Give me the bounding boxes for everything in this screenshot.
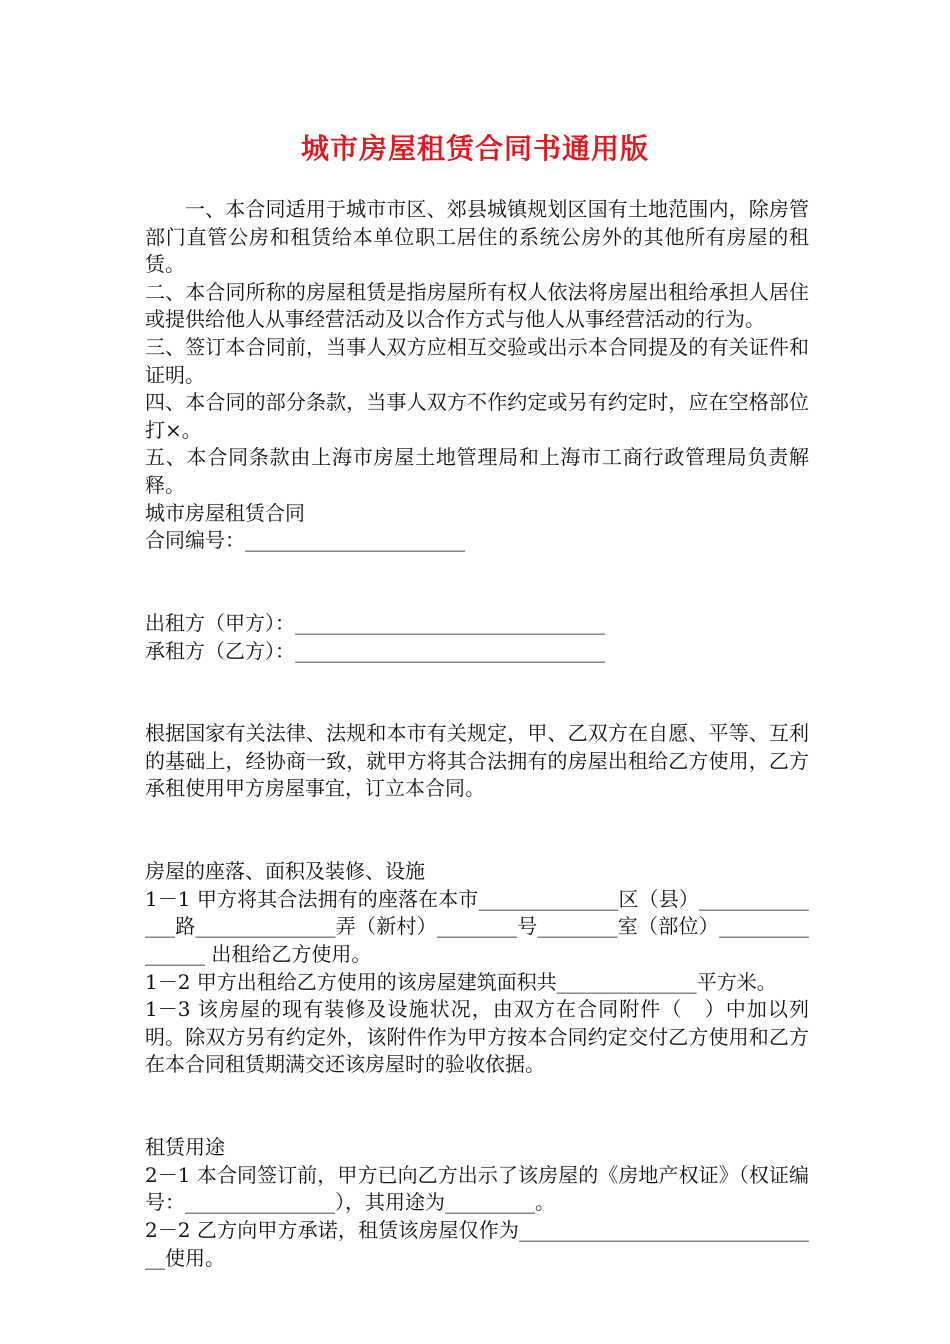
spacer	[145, 1079, 809, 1134]
preamble-item-5: 五、本合同条款由上海市房屋土地管理局和上海市工商行政管理局负责解释。	[145, 445, 809, 497]
clause-1-1: 1－1 甲方将其合法拥有的座落在本市______________区（县）______________路______________弄（新村）________号________室（部位）_______________ 出租给乙方使用。	[145, 886, 809, 967]
lessee-field: 承租方（乙方）：_______________________________	[145, 638, 605, 663]
contract-heading: 城市房屋租赁合同	[145, 500, 305, 525]
preamble-item-2: 二、本合同所称的房屋租赁是指房屋所有权人依法将房屋出租给承担人居住或提供给他人从事经营活动及以合作方式与他人从事经营活动的行为。	[145, 279, 809, 332]
clause-2-1: 2－1 本合同签订前，甲方已向乙方出示了该房屋的《房地产权证》（权证编号：_______________），其用途为_________。	[145, 1162, 809, 1215]
contract-number-field: 合同编号：______________________	[145, 528, 465, 553]
spacer	[145, 665, 809, 720]
clause-2-2: 2－2 乙方向甲方承诺，租赁该房屋仅作为_______________________________使用。	[145, 1217, 809, 1270]
lessor-field: 出租方（甲方）：_______________________________	[145, 610, 605, 635]
clause-1-2: 1－2 甲方出租给乙方使用的该房屋建筑面积共______________平方米。	[145, 969, 777, 994]
preamble-item-1: 一、本合同适用于城市市区、郊县城镇规划区国有土地范围内，除房管部门直管公房和租赁给本单位职工居住的系统公房外的其他所有房屋的租赁。	[145, 197, 809, 277]
spacer	[145, 803, 809, 858]
spacer	[145, 555, 809, 610]
section2-heading: 租赁用途	[145, 1135, 225, 1160]
preamble-item-3: 三、签订本合同前，当事人双方应相互交验或出示本合同提及的有关证件和证明。	[145, 334, 809, 387]
section1-heading: 房屋的座落、面积及装修、设施	[145, 859, 425, 884]
document-body	[145, 196, 809, 1272]
preamble-item-4: 四、本合同的部分条款，当事人双方不作约定或另有约定时，应在空格部位打×。	[145, 390, 809, 442]
document-title: 城市房屋租赁合同书通用版	[300, 132, 649, 165]
intro-paragraph: 根据国家有关法律、法规和本市有关规定，甲、乙双方在自愿、平等、互利的基础上，经协商一致，就甲方将其合法拥有的房屋出租给乙方使用，乙方承租使用甲方房屋事宜，订立本合同。	[145, 721, 809, 801]
clause-1-3: 1－3 该房屋的现有装修及设施状况，由双方在合同附件（ ）中加以列明。除双方另有约定外，该附件作为甲方按本合同约定交付乙方使用和乙方在本合同租赁期满交还该房屋时的验收依据。	[145, 997, 809, 1077]
